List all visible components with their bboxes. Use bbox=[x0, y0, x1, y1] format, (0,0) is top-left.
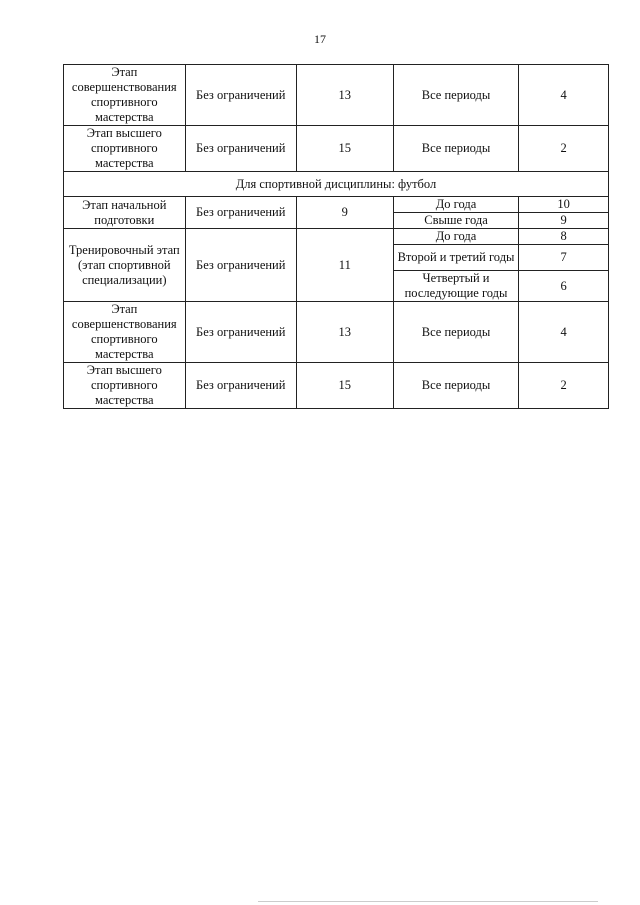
period-cell: Все периоды bbox=[393, 65, 519, 126]
age-limit-cell: Без ограничений bbox=[185, 363, 296, 409]
table-row bbox=[64, 229, 609, 245]
count-cell: 8 bbox=[519, 229, 609, 245]
period-cell: Все периоды bbox=[393, 126, 519, 172]
min-age-cell: 9 bbox=[296, 197, 393, 229]
requirements-table bbox=[63, 64, 609, 409]
scan-edge-line bbox=[258, 901, 598, 902]
page-number: 17 bbox=[314, 32, 326, 46]
min-age-cell: 13 bbox=[296, 65, 393, 126]
period-cell: Свыше года bbox=[393, 213, 519, 229]
period-cell: Все периоды bbox=[393, 302, 519, 363]
period-cell: До года bbox=[393, 229, 519, 245]
table-row bbox=[64, 126, 609, 172]
stage-cell: Этап совершенствования спортивного мастерства bbox=[64, 302, 186, 363]
table-row bbox=[64, 302, 609, 363]
stage-cell: Этап высшего спортивного мастерства bbox=[64, 363, 186, 409]
min-age-cell: 11 bbox=[296, 229, 393, 302]
min-age-cell: 13 bbox=[296, 302, 393, 363]
section-header-row bbox=[64, 172, 609, 197]
count-cell: 9 bbox=[519, 213, 609, 229]
age-limit-cell: Без ограничений bbox=[185, 302, 296, 363]
table-row bbox=[64, 197, 609, 213]
count-cell: 2 bbox=[519, 363, 609, 409]
age-limit-cell: Без ограничений bbox=[185, 229, 296, 302]
count-cell: 7 bbox=[519, 245, 609, 271]
section-title: Для спортивной дисциплины: футбол bbox=[64, 172, 609, 197]
age-limit-cell: Без ограничений bbox=[185, 197, 296, 229]
period-cell: Второй и третий годы bbox=[393, 245, 519, 271]
count-cell: 2 bbox=[519, 126, 609, 172]
stage-cell: Этап совершенствования спортивного мастерства bbox=[64, 65, 186, 126]
count-cell: 4 bbox=[519, 302, 609, 363]
period-cell: Все периоды bbox=[393, 363, 519, 409]
stage-cell: Этап высшего спортивного мастерства bbox=[64, 126, 186, 172]
period-cell: До года bbox=[393, 197, 519, 213]
min-age-cell: 15 bbox=[296, 126, 393, 172]
table-row bbox=[64, 363, 609, 409]
stage-cell: Этап начальной подготовки bbox=[64, 197, 186, 229]
count-cell: 4 bbox=[519, 65, 609, 126]
age-limit-cell: Без ограничений bbox=[185, 65, 296, 126]
count-cell: 10 bbox=[519, 197, 609, 213]
stage-cell: Тренировочный этап (этап спортивной специализации) bbox=[64, 229, 186, 302]
count-cell: 6 bbox=[519, 271, 609, 302]
table-row bbox=[64, 65, 609, 126]
period-cell: Четвертый и последующие годы bbox=[393, 271, 519, 302]
age-limit-cell: Без ограничений bbox=[185, 126, 296, 172]
min-age-cell: 15 bbox=[296, 363, 393, 409]
